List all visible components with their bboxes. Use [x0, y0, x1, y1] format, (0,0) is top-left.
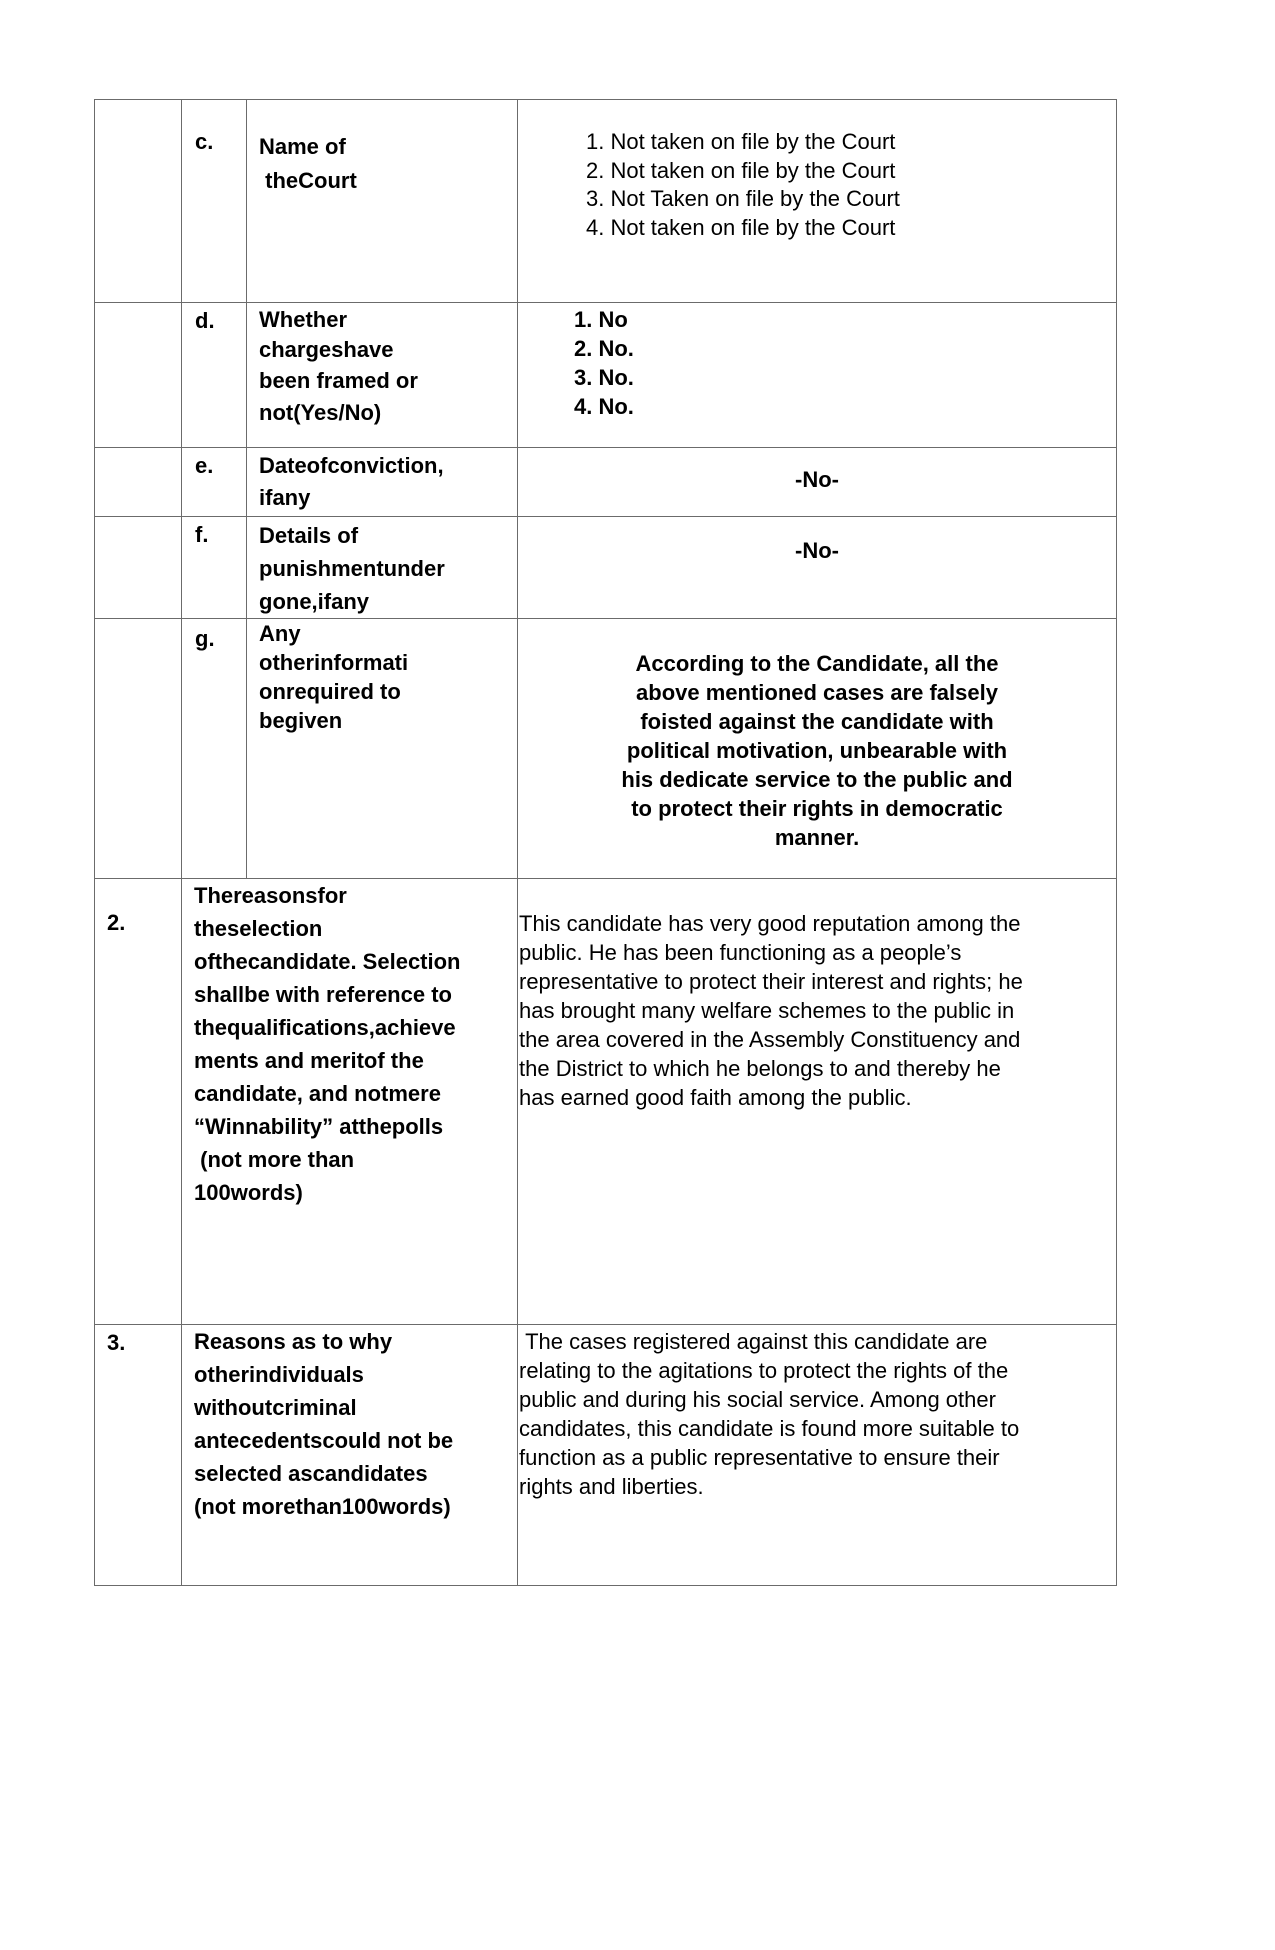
field-label-conviction-date	[247, 448, 518, 517]
label-line: chargeshave	[259, 337, 394, 362]
selection-reasons-value	[518, 879, 1117, 1325]
label-line: selected ascandidates	[194, 1461, 428, 1486]
list-item: 2. Not taken on file by the Court	[586, 157, 896, 183]
label-line: Whether	[259, 307, 347, 332]
label-line: “Winnability” atthepolls	[194, 1114, 444, 1139]
text-line: rights and liberties.	[519, 1474, 704, 1499]
label-line: otherinformati	[259, 650, 409, 675]
label-line: Dateofconviction,	[259, 453, 444, 478]
label-line: ifany	[259, 485, 311, 510]
text-line: the area covered in the Assembly Constituency and	[519, 1027, 1021, 1052]
row-e	[95, 448, 1117, 517]
text-line: manner.	[774, 825, 860, 850]
label-line: theCourt	[259, 168, 357, 193]
field-label-selection-reasons	[182, 879, 518, 1325]
label-line: (not more than	[194, 1147, 355, 1172]
label-line: onrequired to	[259, 679, 401, 704]
text-line: relating to the agitations to protect the rights of the	[519, 1358, 1009, 1383]
row-c	[95, 100, 1117, 303]
text-line: has brought many welfare schemes to the public in	[519, 998, 1015, 1023]
item-number-cell	[95, 448, 182, 517]
text-line: the District to which he belongs to and thereby he	[519, 1056, 1001, 1081]
punishment-details-value: -No-	[518, 517, 1117, 619]
label-line: punishmentunder	[259, 556, 445, 581]
other-information-value	[518, 619, 1117, 879]
label-line: shallbe with reference to	[194, 982, 452, 1007]
text-line: above mentioned cases are falsely	[636, 680, 998, 705]
row-d	[95, 303, 1117, 448]
sub-item-label: f.	[182, 517, 247, 619]
field-label-punishment-details	[247, 517, 518, 619]
label-line: Thereasonsfor	[194, 883, 347, 908]
sub-item-label: d.	[182, 303, 247, 448]
text-line: This candidate has very good reputation among the	[519, 911, 1021, 936]
candidate-disclosure-table	[94, 99, 1117, 1586]
text-line: his dedicate service to the public and	[621, 767, 1013, 792]
label-line: (not morethan100words)	[194, 1494, 451, 1519]
label-line: ofthecandidate. Selection	[194, 949, 461, 974]
text-line: political motivation, unbearable with	[626, 738, 1008, 763]
sub-item-label: e.	[182, 448, 247, 517]
label-line: gone,ifany	[259, 589, 370, 614]
field-label-court-name	[247, 100, 518, 303]
field-label-charges-framed	[247, 303, 518, 448]
item-number-cell	[95, 619, 182, 879]
label-line: candidate, and notmere	[194, 1081, 441, 1106]
text-line: According to the Candidate, all the	[635, 651, 999, 676]
text-line: foisted against the candidate with	[640, 709, 994, 734]
label-line: 100words)	[194, 1180, 303, 1205]
text-line: The cases registered against this candidate are	[519, 1329, 988, 1354]
list-item: 1. Not taken on file by the Court	[586, 129, 896, 154]
label-line: Any	[259, 621, 301, 646]
label-line: Name of	[259, 134, 346, 159]
list-item: 3. Not Taken on file by the Court	[586, 186, 900, 211]
item-number: 2.	[95, 879, 182, 1325]
label-line: Reasons as to why	[194, 1329, 393, 1354]
item-number-cell	[95, 303, 182, 448]
charges-framed-values	[518, 303, 1117, 448]
sub-item-label: c.	[182, 100, 247, 303]
text-line: public. He has been functioning as a people’s	[519, 940, 962, 965]
sub-item-label: g.	[182, 619, 247, 879]
label-line: thequalifications,achieve	[194, 1015, 456, 1040]
list-item: 3. No.	[574, 365, 634, 390]
text-line: function as a public representative to ensure their	[519, 1445, 1000, 1470]
label-line: antecedentscould not be	[194, 1428, 454, 1453]
label-line: not(Yes/No)	[259, 400, 382, 425]
label-line: theselection	[194, 916, 323, 941]
text-line: public and during his social service. Among other	[519, 1387, 996, 1412]
field-label-other-information	[247, 619, 518, 879]
label-line: begiven	[259, 708, 343, 733]
list-item: 2. No.	[574, 336, 634, 361]
label-line: withoutcriminal	[194, 1395, 357, 1420]
court-name-values	[518, 100, 1117, 303]
other-individuals-reasons-value	[518, 1325, 1117, 1586]
text-line: to protect their rights in democratic	[631, 796, 1003, 821]
item-number-cell	[95, 100, 182, 303]
item-number: 3.	[95, 1325, 182, 1586]
row-item-3	[95, 1325, 1117, 1586]
list-item: 4. No.	[574, 394, 634, 419]
field-label-other-individuals-reasons	[182, 1325, 518, 1586]
label-line: been framed or	[259, 368, 418, 393]
text-line: candidates, this candidate is found more suitable to	[519, 1416, 1020, 1441]
row-item-2	[95, 879, 1117, 1325]
item-number-cell	[95, 517, 182, 619]
label-line: otherindividuals	[194, 1362, 364, 1387]
conviction-date-value: -No-	[518, 448, 1117, 517]
label-line: ments and meritof the	[194, 1048, 424, 1073]
row-g	[95, 619, 1117, 879]
row-f	[95, 517, 1117, 619]
text-line: has earned good faith among the public.	[519, 1085, 912, 1110]
list-item: 1. No	[574, 307, 628, 332]
text-line: representative to protect their interest and rights; he	[519, 969, 1023, 994]
label-line: Details of	[259, 523, 359, 548]
list-item: 4. Not taken on file by the Court	[586, 214, 896, 240]
